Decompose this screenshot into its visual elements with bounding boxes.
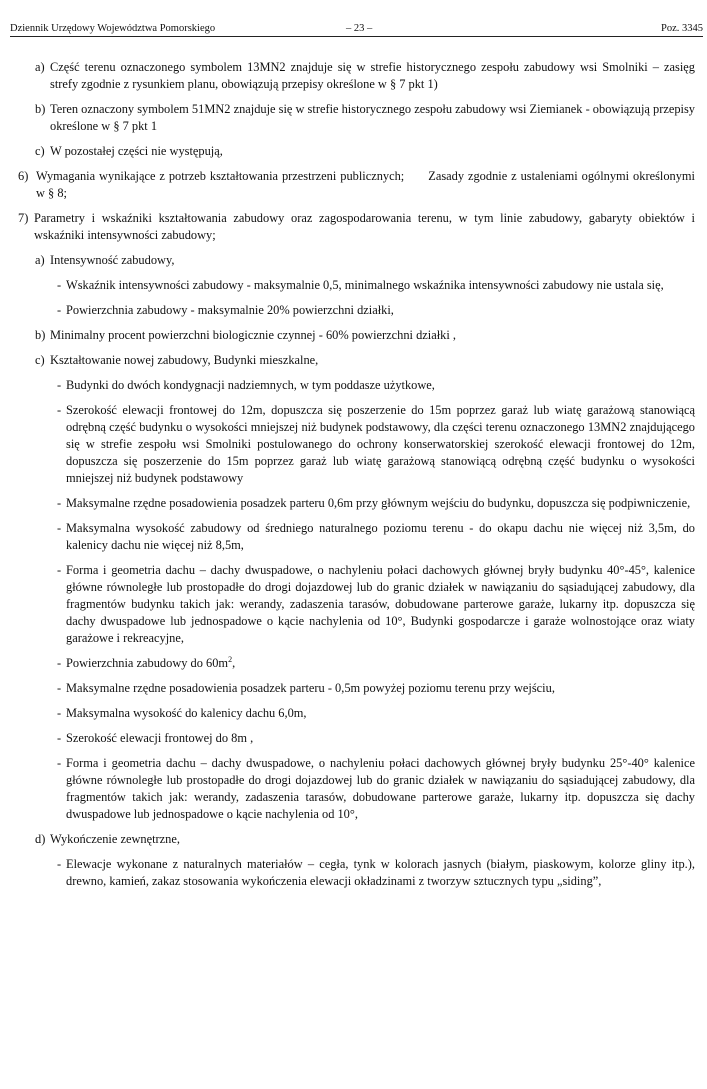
dash-marker: - xyxy=(57,656,62,670)
dash-item xyxy=(57,562,695,647)
item-text: Szerokość elewacji frontowej do 8m , xyxy=(66,731,254,745)
page-header xyxy=(10,22,703,37)
position-number: Poz. 3345 xyxy=(661,23,703,34)
item-text-tail: , xyxy=(232,656,236,670)
page-number: – 23 – xyxy=(346,23,373,34)
dash-item xyxy=(57,402,695,487)
dash-item xyxy=(57,856,695,890)
item-text: W pozostałej części nie występują, xyxy=(50,144,223,158)
list-item-c-remaining xyxy=(35,143,695,160)
dash-marker: - xyxy=(57,303,62,317)
dash-item xyxy=(57,730,695,747)
item-marker: d) xyxy=(35,832,46,846)
dash-marker: - xyxy=(57,496,62,510)
document-body xyxy=(0,59,707,898)
item-text: Część terenu oznaczonego symbolem 13MN2 znajduje się w strefie historycznego zespołu zabudowy wsi Smolniki – zasięg strefy zgodnie z rysunkiem planu, obowiązują przepisy określone w § 7 pkt 1) xyxy=(50,60,695,91)
item-text: Elewacje wykonane z naturalnych materiałów – cegła, tynk w kolorach jasnych (białym, piaskowym, kolorze gliny itp.), drewno, kamień, zakaz stosowania wykończenia elewacji okładzinami z tworzyw sztucznych typu „siding”, xyxy=(66,857,695,888)
item-text: Minimalny procent powierzchni biologicznie czynnej - 60% powierzchni działki , xyxy=(50,328,457,342)
dash-item xyxy=(57,302,695,319)
item-marker: 7) xyxy=(18,211,29,225)
dash-marker: - xyxy=(57,378,62,392)
dash-item xyxy=(57,755,695,823)
item-text-rules: Zasady zgodnie z ustaleniami ogólnymi określonymi w § 8; xyxy=(36,169,695,200)
item-text: Forma i geometria dachu – dachy dwuspadowe, o nachyleniu połaci dachowych głównej bryły budynku 25°-40° kalenice główne równoległe lub prostopadłe do drogi dojazdowej lub do granic działek w nawiązaniu do sąsiadującej zabudowy, dla fragmentów takich jak: werandy, zadaszenia tarasów, dobudowane parterowe garaże, lukarny itp. dopuszcza się dachy dwuspadowe lub jednospadowe o kącie nachylenia od 10°, xyxy=(66,756,695,821)
dash-item xyxy=(57,277,695,294)
item-text: Parametry i wskaźniki kształtowania zabudowy oraz zagospodarowania terenu, w tym linie zabudowy, gabaryty obiektów i wskaźniki intensywności zabudowy; xyxy=(34,211,695,242)
item-text: Maksymalna wysokość do kalenicy dachu 6,0m, xyxy=(66,706,307,720)
item-marker: b) xyxy=(35,102,46,116)
dash-marker: - xyxy=(57,563,62,577)
item-marker: 6) xyxy=(18,169,29,183)
item-marker: a) xyxy=(35,60,45,74)
point-7-parameters xyxy=(18,210,695,244)
dash-marker: - xyxy=(57,403,62,417)
item-text: Kształtowanie nowej zabudowy, Budynki mieszkalne, xyxy=(50,353,319,367)
list-item-b-historic-ziemianek xyxy=(35,101,695,135)
item-text: Powierzchnia zabudowy - maksymalnie 20% powierzchni działki, xyxy=(66,303,394,317)
dash-item xyxy=(57,680,695,697)
item-text: Maksymalne rzędne posadowienia posadzek parteru 0,6m przy głównym wejściu do budynku, dopuszcza się podpiwniczenie, xyxy=(66,496,691,510)
dash-item xyxy=(57,654,695,672)
list-item-b-biologically-active xyxy=(35,327,695,344)
dash-marker: - xyxy=(57,706,62,720)
dash-marker: - xyxy=(57,681,62,695)
point-6-public-space xyxy=(18,168,695,202)
list-item-d-finishing xyxy=(35,831,695,848)
item-text: Intensywność zabudowy, xyxy=(50,253,175,267)
item-marker: c) xyxy=(35,144,45,158)
dash-item xyxy=(57,377,695,394)
item-text: Maksymalna wysokość zabudowy od średniego naturalnego poziomu terenu - do okapu dachu nie więcej niż 3,5m, do kalenicy dachu nie więcej niż 8,5m, xyxy=(66,521,695,552)
item-text: Budynki do dwóch kondygnacji nadziemnych, w tym poddasze użytkowe, xyxy=(66,378,435,392)
dash-marker: - xyxy=(57,857,62,871)
item-text: Wymagania wynikające z potrzeb kształtowania przestrzeni publicznych; xyxy=(36,169,405,183)
dash-item xyxy=(57,520,695,554)
dash-marker: - xyxy=(57,731,62,745)
item-marker: b) xyxy=(35,328,46,342)
dash-item xyxy=(57,495,695,512)
superscript: 2 xyxy=(228,654,233,664)
list-item-a-historic-smolniki xyxy=(35,59,695,93)
item-marker: c) xyxy=(35,353,45,367)
dash-marker: - xyxy=(57,278,62,292)
dash-item xyxy=(57,705,695,722)
item-text: Teren oznaczony symbolem 51MN2 znajduje się w strefie historycznego zespołu zabudowy wsi Ziemianek - obowiązują przepisy określone w § 7 pkt 1 xyxy=(50,102,695,133)
journal-title: Dziennik Urzędowy Województwa Pomorskiego xyxy=(10,23,216,34)
item-text: Wskaźnik intensywności zabudowy - maksymalnie 0,5, minimalnego wskaźnika intensywności zabudowy nie ustala się, xyxy=(66,278,664,292)
item-text: Maksymalne rzędne posadowienia posadzek parteru - 0,5m powyżej poziomu terenu przy wejściu, xyxy=(66,681,555,695)
item-text: Forma i geometria dachu – dachy dwuspadowe, o nachyleniu połaci dachowych głównej bryły budynku 40°-45°, kalenice główne równoległe lub prostopadłe do drogi dojazdowej lub do granic działek w nawiązaniu do sąsiadującej zabudowy, dla fragmentów budynku takich jak: werandy, zadaszenia tarasów, dobudowane parterowe garaże, lukarny itp. dopuszcza się dachy dwuspadowe lub jednospadowe o kącie nachylenia od 10°, Budynki gospodarcze i garaże wolnostojące oraz wiaty garażowe i rekreacyjne, xyxy=(66,563,695,645)
item-text: Szerokość elewacji frontowej do 12m, dopuszcza się poszerzenie do 15m poprzez garaż lub wiatę garażową stanowiącą odrębną część budynku o wysokości mniejszej niż budynek podstawowy, dla części terenu oznaczonego 13MN2 znajdującego się w strefie zespołu wsi Smolniki postulowanego do ochrony konserwatorskiej szerokość elewacji frontowej do 12m, dopuszcza się poszerzenie do 15m poprzez garaż lub wiatę garażową stanowiącą odrębną część budynku o wysokości mniejszej niż budynek podstawowy xyxy=(66,403,695,485)
list-item-a-intensity xyxy=(35,252,695,269)
item-text: Powierzchnia zabudowy do 60m xyxy=(66,656,229,670)
item-text: Wykończenie zewnętrzne, xyxy=(50,832,180,846)
dash-marker: - xyxy=(57,756,62,770)
list-item-c-new-buildings xyxy=(35,352,695,369)
item-marker: a) xyxy=(35,253,45,267)
dash-marker: - xyxy=(57,521,62,535)
